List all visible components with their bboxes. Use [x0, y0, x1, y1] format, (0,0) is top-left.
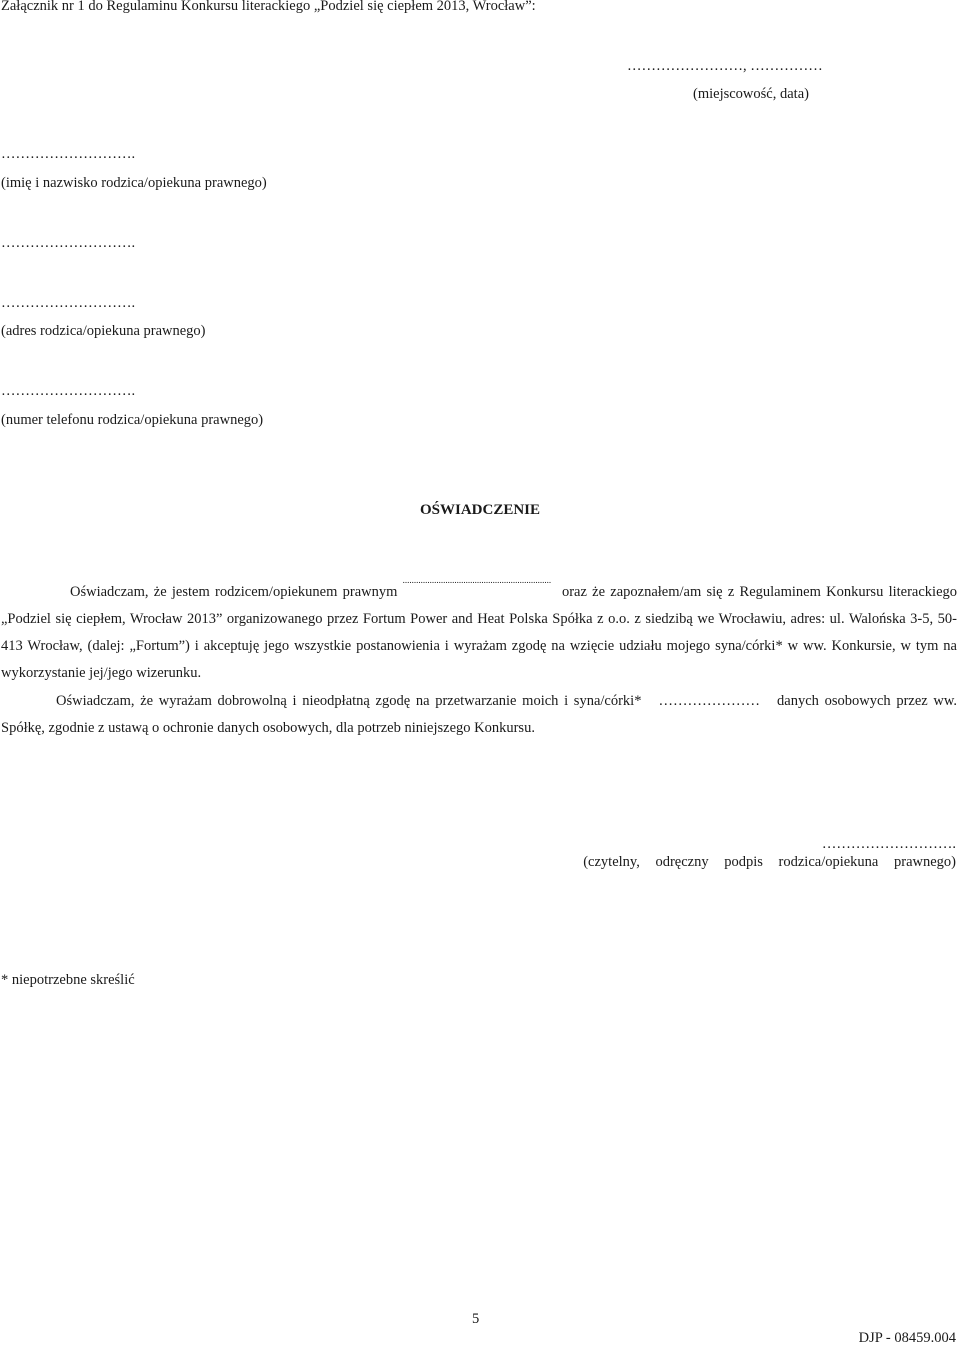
address-label: (adres rodzica/opiekuna prawnego) — [1, 323, 206, 339]
signature-label: (czytelny, odręczny podpis rodzica/opiekuna prawnego) — [583, 854, 956, 870]
child-name-blank: .................................................................. — [402, 575, 552, 585]
declaration-title: OŚWIADCZENIE — [419, 502, 541, 518]
para2-start: Oświadczam, że wyrażam dobrowolną i nieodpłatną zgodę na przetwarzanie moich i syna/córki* — [56, 693, 642, 709]
place-date-dots: ……………………, …………… — [627, 58, 823, 74]
phone-label: (numer telefonu rodzica/opiekuna prawnego) — [1, 412, 264, 428]
para1-rest: oraz że zapoznałem/am się z Regulaminem Konkursu literackiego „Podziel się ciepłem, Wrocław 2013” organizowanego przez Fortum Power and Heat Polska Spółka z o.o. z siedzibą we Wrocławiu, adres: ul. Walońska 3-5, 50-413 Wrocław, (dalej: „Fortum”) i akceptuję jego wszystkie postanowienia i wyrażam zgodę na wzięcie udziału mojego syna/córki* w ww. Konkursie, w tym na wykorzystanie jej/jego wizerunku. — [1, 584, 958, 681]
address-dots-1: ………………………. — [1, 235, 136, 251]
name-label: (imię i nazwisko rodzica/opiekuna prawnego) — [1, 175, 267, 191]
declaration-paragraph-1 — [1, 567, 957, 687]
address-dots-2: ………………………. — [1, 295, 136, 311]
place-date-label: (miejscowość, data) — [693, 86, 809, 102]
name-dots: ………………………. — [1, 146, 136, 162]
phone-dots: ………………………. — [1, 383, 136, 399]
footnote: * niepotrzebne skreślić — [1, 972, 135, 988]
attachment-note: Załącznik nr 1 do Regulaminu Konkursu literackiego „Podziel się ciepłem 2013, Wrocław”: — [1, 0, 536, 14]
document-code: DJP - 08459.004 — [858, 1330, 956, 1346]
child-data-blank: ………………… — [658, 693, 760, 709]
para2-rest: danych osobowych przez ww. Spółkę, zgodnie z ustawą o ochronie danych osobowych, dla potrzeb niniejszego Konkursu. — [1, 693, 958, 736]
para1-start: Oświadczam, że jestem rodzicem/opiekunem prawnym — [70, 584, 398, 600]
signature-dots: ………………………. — [821, 836, 956, 852]
page-number: 5 — [472, 1311, 480, 1327]
declaration-paragraph-2 — [1, 688, 957, 742]
